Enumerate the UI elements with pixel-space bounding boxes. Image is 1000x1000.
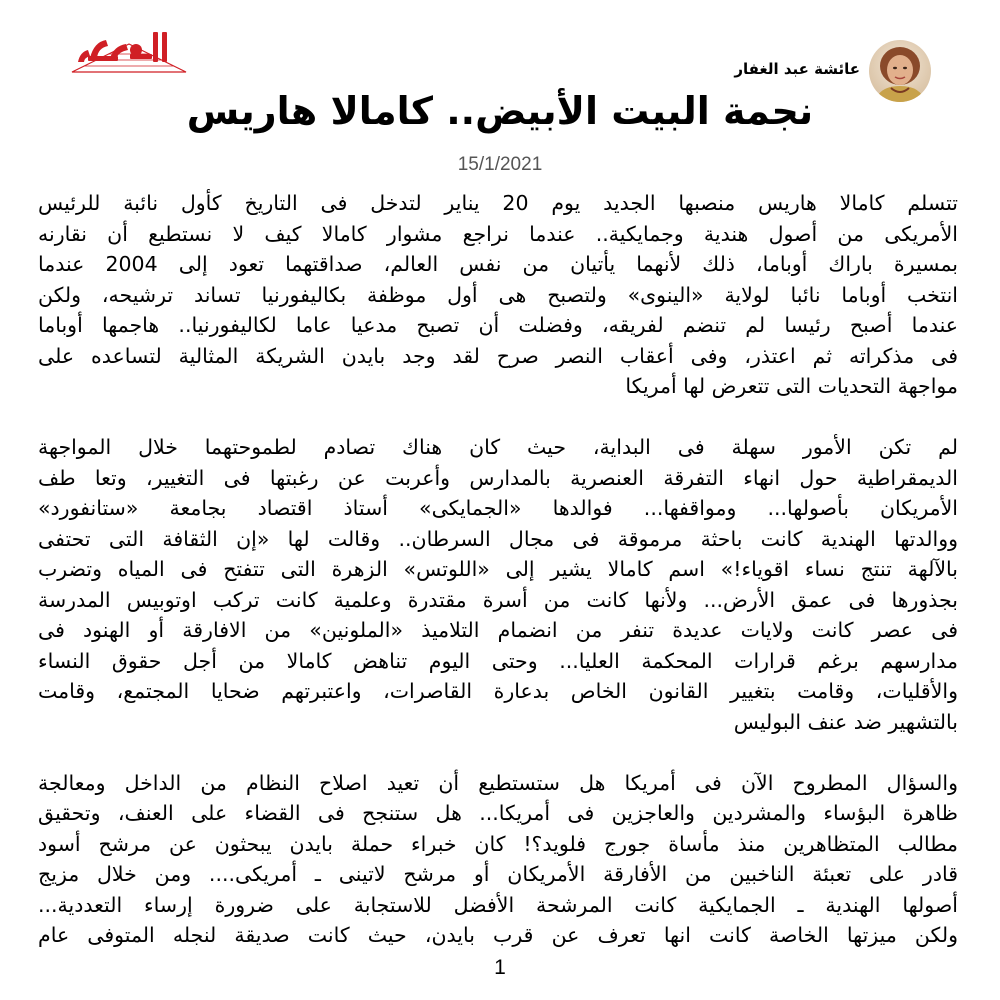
article-title: نجمة البيت الأبيض.. كامالا هاريس xyxy=(186,89,814,133)
author-name: عائشة عبد الغفار xyxy=(734,60,860,78)
article-date: 15/1/2021 xyxy=(457,154,543,175)
paragraph-spacer xyxy=(38,402,958,433)
text-line: ظاهرة البؤساء والمشردين والعاجزين فى أمريكا... هل ستنجح فى القضاء على العنف، وتحقيق xyxy=(38,801,958,825)
paragraph-2 xyxy=(38,432,958,737)
text-line: ولكن ميزتها الخاصة كانت انها تعرف عن قرب بايدن، حيث كانت صديقة لنجله المتوفى عام xyxy=(38,923,958,947)
text-line: الديمقراطية حول انهاء التفرقة العنصرية بالمدارس وأعربت عن رغبتها فى التغيير، وتعا طف xyxy=(38,465,958,490)
text-line: والأقليات، وقامت بتغيير القانون الخاص بدعارة القاصرات، واعتبرتهم ضحايا المجتمع، وقامت xyxy=(38,679,958,703)
text-line: بمسيرة باراك أوباما، ذلك لأنهما يأتيان من نفس العالم، صداقتهما تعود إلى 2004 عندما xyxy=(38,252,958,276)
text-line: ووالدتها الهندية كانت باحثة مرموقة فى مجال السرطان.. وقالت لها «إن الثقافة التى تحتفى xyxy=(38,526,958,551)
al-ahram-logo xyxy=(70,28,188,74)
text-line: فى مذكراته ثم اعتذر، وفى أعقاب النصر صرح لقد وجد بايدن الشريكة المثالية لتساعده على xyxy=(38,343,958,368)
text-line: مطالب المتظاهرين منذ مأساة جورج فلويد؟! كان خبراء حملة بايدن يبحثون عن مرشح أسود xyxy=(38,831,958,856)
paragraph-3 xyxy=(38,768,958,951)
text-line: مواجهة التحديات التى تتعرض لها أمريكا xyxy=(625,374,958,398)
text-line: بالتشهير ضد عنف البوليس xyxy=(733,709,958,734)
article-body xyxy=(38,188,958,951)
page-number: 1 xyxy=(494,956,506,979)
paragraph-1 xyxy=(38,188,958,402)
text-line: لم تكن الأمور سهلة فى البداية، حيث كان هناك تصادم لطموحتهما خلال المواجهة xyxy=(38,435,958,459)
text-line: الأمريكى من أصول هندية وجمايكية.. عندما نراجع مشوار كامالا كيف لا نستطيع أن نقارنه xyxy=(38,221,958,246)
text-line: قادر على تعبئة الناخبين من الأفارقة الأمريكان أو مرشح لاتينى ـ أمريكى.... ومن خلال مزيج xyxy=(38,862,958,886)
text-line: بجذورها فى عمق الأرض... ولأنها كانت من أسرة مقتدرة وعلمية كانت تركب اوتوبيس المدرسة xyxy=(38,587,958,612)
text-line: فى عصر كانت ولايات عديدة تنفر من انضمام التلاميذ «الملونين» من الافارقة أو الهنود فى xyxy=(38,618,958,642)
paragraph-spacer xyxy=(38,737,958,768)
text-line: عندما أصبح رئيسا لم تنضم لفريقه، وفضلت أن تصبح مدعيا عاما لكاليفورنيا.. هاجمها أوباما xyxy=(38,313,958,337)
al-ahram-logo-graphic xyxy=(70,28,188,74)
text-line: تتسلم كامالا هاريس منصبها الجديد يوم 20 يناير لتدخل فى التاريخ كأول نائبة للرئيس xyxy=(38,191,958,215)
text-line: مدارسهم برغم قرارات المحكمة العليا... وحتى اليوم تناهض كامالا من أجل حقوق النساء xyxy=(38,648,958,673)
text-line: والسؤال المطروح الآن فى أمريكا هل ستستطيع أن تعيد اصلاح النظام من الداخل ومعالجة xyxy=(38,770,958,795)
text-line: بالآلهة تنتج نساء اقوياء!» اسم كامالا يشير إلى «اللوتس» الزهرة التى تتفتح فى المياه وتضرب xyxy=(38,557,958,581)
text-line: الأمريكان بأصولها... ومواقفها... فوالدها «الجمايكى» أستاذ اقتصاد بجامعة «ستانفورد» xyxy=(38,496,958,520)
text-line: أصولها الهندية ـ الجمايكية كانت المرشحة الأفضل للاستجابة على ضرورة إرساء التعددية... xyxy=(38,892,958,917)
text-line: انتخب أوباما نائبا لولاية «الينوى» ولتصبح هى أول موظفة بكاليفورنيا تساند ترشيحه، ولكن xyxy=(38,282,958,307)
